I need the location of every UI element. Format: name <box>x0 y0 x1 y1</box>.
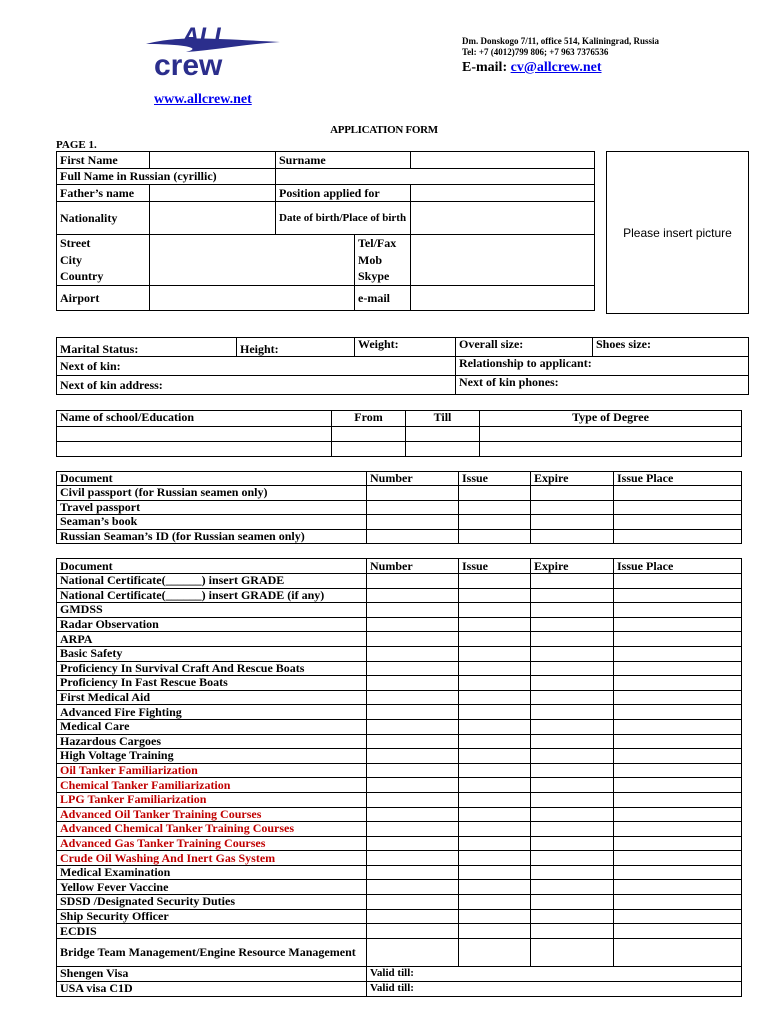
email-link[interactable]: cv@allcrew.net <box>510 60 602 75</box>
education-cell <box>480 442 742 457</box>
certificate-cell <box>614 792 742 807</box>
certificate-name: Ship Security Officer <box>57 909 367 924</box>
certificate-cell <box>367 792 459 807</box>
certificate-cell <box>459 734 531 749</box>
dob-field <box>411 202 595 235</box>
certificate-cell <box>531 588 614 603</box>
education-cell <box>406 427 480 442</box>
visa-row <box>57 981 742 996</box>
certificate-cell <box>614 749 742 764</box>
company-email-line <box>462 60 602 76</box>
certificate-cell <box>531 676 614 691</box>
certificate-cell <box>531 895 614 910</box>
tel-fax-field <box>411 235 595 252</box>
document-cell <box>531 529 614 544</box>
certificate-name: GMDSS <box>57 603 367 618</box>
certificate-cell <box>614 822 742 837</box>
documents-row <box>57 500 742 515</box>
certificate-name: Proficiency In Survival Craft And Rescue Boats <box>57 661 367 676</box>
documents-row <box>57 515 742 530</box>
certificate-name: Proficiency In Fast Rescue Boats <box>57 676 367 691</box>
website-link[interactable]: www.allcrew.net <box>154 92 252 107</box>
kin-table <box>56 337 749 395</box>
personal-info-table <box>56 151 595 311</box>
certificate-cell <box>367 676 459 691</box>
documents-row <box>57 529 742 544</box>
certificate-name: National Certificate(______) insert GRADE <box>57 574 367 589</box>
certificate-cell <box>614 574 742 589</box>
certificate-row <box>57 632 742 647</box>
certificate-cell <box>459 588 531 603</box>
certificate-row <box>57 676 742 691</box>
certificate-cell <box>531 734 614 749</box>
fathers-name-field <box>150 185 276 202</box>
certificate-cell <box>367 938 459 966</box>
certificate-name: National Certificate(______) insert GRADE (if any) <box>57 588 367 603</box>
documents-header-document: Document <box>57 472 367 486</box>
certificate-name: ECDIS <box>57 924 367 939</box>
height-label: Height: <box>237 338 355 357</box>
certificate-name: ARPA <box>57 632 367 647</box>
certificate-name: Hazardous Cargoes <box>57 734 367 749</box>
certificate-name: Oil Tanker Familiarization <box>57 763 367 778</box>
certificate-cell <box>614 880 742 895</box>
certificate-cell <box>367 807 459 822</box>
certificate-cell <box>367 836 459 851</box>
certificate-name: Advanced Gas Tanker Training Courses <box>57 836 367 851</box>
certificate-row <box>57 836 742 851</box>
mob-label: Mob <box>355 252 411 269</box>
certificate-name: Medical Care <box>57 719 367 734</box>
certificate-row <box>57 822 742 837</box>
full-name-cyrillic-field <box>276 169 595 185</box>
certificate-row <box>57 807 742 822</box>
document-cell <box>531 486 614 501</box>
certificate-row <box>57 617 742 632</box>
certificate-row <box>57 865 742 880</box>
education-header-school: Name of school/Education <box>57 411 332 427</box>
visa-name: USA visa C1D <box>57 981 367 996</box>
certificate-cell <box>459 763 531 778</box>
fathers-name-label: Father’s name <box>57 185 150 202</box>
certificate-cell <box>459 690 531 705</box>
certificate-name: First Medical Aid <box>57 690 367 705</box>
certificate-cell <box>459 924 531 939</box>
certificates-table <box>56 558 742 997</box>
certificate-cell <box>531 924 614 939</box>
education-cell <box>57 442 332 457</box>
certificate-row <box>57 705 742 720</box>
certificate-cell <box>367 822 459 837</box>
airport-label: Airport <box>57 286 150 311</box>
certificate-cell <box>459 646 531 661</box>
education-cell <box>332 427 406 442</box>
certificate-cell <box>531 646 614 661</box>
certificate-row <box>57 924 742 939</box>
email-field <box>411 286 595 311</box>
certificate-cell <box>531 632 614 647</box>
education-cell <box>57 427 332 442</box>
documents-row <box>57 486 742 501</box>
certificate-cell <box>367 603 459 618</box>
certificate-cell <box>614 938 742 966</box>
certificate-row <box>57 661 742 676</box>
certificate-cell <box>614 734 742 749</box>
certificate-cell <box>459 909 531 924</box>
certificate-cell <box>459 676 531 691</box>
certificate-cell <box>614 646 742 661</box>
certificate-row <box>57 690 742 705</box>
logo-text-bottom: crew <box>154 49 223 82</box>
certificates-header-document: Document <box>57 559 367 574</box>
document-name: Seaman’s book <box>57 515 367 530</box>
document-cell <box>459 515 531 530</box>
certificate-cell <box>459 807 531 822</box>
company-phones: Tel: +7 (4012)799 806; +7 963 7376536 <box>462 47 609 57</box>
next-of-kin-address-label: Next of kin address: <box>57 376 456 395</box>
certificate-row <box>57 909 742 924</box>
marital-status-label: Marital Status: <box>57 338 237 357</box>
certificate-cell <box>614 778 742 793</box>
certificate-row <box>57 778 742 793</box>
certificate-cell <box>367 763 459 778</box>
certificates-header-issue-place: Issue Place <box>614 559 742 574</box>
certificate-cell <box>459 938 531 966</box>
certificate-cell <box>367 632 459 647</box>
dob-label: Date of birth/Place of birth <box>276 202 411 235</box>
certificate-name: Advanced Fire Fighting <box>57 705 367 720</box>
certificate-cell <box>367 924 459 939</box>
street-label: Street <box>57 235 150 252</box>
education-cell <box>480 427 742 442</box>
surname-label: Surname <box>276 152 411 169</box>
education-header-till: Till <box>406 411 480 427</box>
education-header-from: From <box>332 411 406 427</box>
certificate-cell <box>459 632 531 647</box>
document-cell <box>531 515 614 530</box>
company-contacts <box>462 36 659 58</box>
skype-label: Skype <box>355 269 411 286</box>
certificate-cell <box>531 822 614 837</box>
certificate-cell <box>531 603 614 618</box>
certificate-cell <box>614 895 742 910</box>
shoes-size-label: Shoes size: <box>593 338 749 357</box>
certificate-cell <box>459 851 531 866</box>
certificate-cell <box>367 909 459 924</box>
certificate-cell <box>614 676 742 691</box>
certificate-cell <box>614 836 742 851</box>
certificate-cell <box>531 763 614 778</box>
certificate-cell <box>614 705 742 720</box>
certificate-row <box>57 749 742 764</box>
certificate-cell <box>459 865 531 880</box>
certificate-cell <box>531 690 614 705</box>
certificate-row <box>57 574 742 589</box>
document-cell <box>531 500 614 515</box>
city-label: City <box>57 252 150 269</box>
surname-field <box>411 152 595 169</box>
certificate-cell <box>614 632 742 647</box>
certificate-cell <box>614 588 742 603</box>
certificate-cell <box>614 719 742 734</box>
certificate-cell <box>531 617 614 632</box>
document-name: Russian Seaman’s ID (for Russian seamen only) <box>57 529 367 544</box>
certificate-cell <box>614 865 742 880</box>
visa-valid-till: Valid till: <box>367 981 742 996</box>
country-label: Country <box>57 269 150 286</box>
certificate-cell <box>531 749 614 764</box>
certificate-cell <box>614 807 742 822</box>
certificate-cell <box>614 909 742 924</box>
relationship-label: Relationship to applicant: <box>456 357 749 376</box>
tel-fax-label: Tel/Fax <box>355 235 411 252</box>
certificate-row <box>57 603 742 618</box>
education-cell <box>406 442 480 457</box>
certificate-cell <box>531 880 614 895</box>
certificate-row <box>57 792 742 807</box>
certificate-row <box>57 734 742 749</box>
certificate-cell <box>614 690 742 705</box>
document-cell <box>459 500 531 515</box>
document-name: Civil passport (for Russian seamen only) <box>57 486 367 501</box>
certificate-cell <box>459 617 531 632</box>
certificate-cell <box>531 574 614 589</box>
document-name: Travel passport <box>57 500 367 515</box>
document-cell <box>367 529 459 544</box>
logo-swoosh-icon <box>146 22 286 82</box>
education-cell <box>332 442 406 457</box>
position-field <box>411 185 595 202</box>
document-cell <box>459 529 531 544</box>
certificates-header-issue: Issue <box>459 559 531 574</box>
weight-label: Weight: <box>355 338 456 357</box>
certificate-cell <box>459 895 531 910</box>
certificate-name: Basic Safety <box>57 646 367 661</box>
certificate-name: Radar Observation <box>57 617 367 632</box>
address-field <box>150 235 355 286</box>
certificate-cell <box>367 617 459 632</box>
certificate-cell <box>367 719 459 734</box>
certificate-cell <box>459 792 531 807</box>
certificate-cell <box>531 705 614 720</box>
certificate-cell <box>531 938 614 966</box>
certificate-cell <box>367 646 459 661</box>
certificate-name: Advanced Oil Tanker Training Courses <box>57 807 367 822</box>
skype-field <box>411 269 595 286</box>
certificate-cell <box>459 719 531 734</box>
certificate-cell <box>367 734 459 749</box>
certificate-cell <box>459 836 531 851</box>
certificate-cell <box>459 705 531 720</box>
certificate-cell <box>614 603 742 618</box>
document-cell <box>367 486 459 501</box>
certificate-cell <box>531 807 614 822</box>
certificate-row <box>57 588 742 603</box>
certificates-header-number: Number <box>367 559 459 574</box>
certificate-row <box>57 763 742 778</box>
certificate-cell <box>367 574 459 589</box>
document-cell <box>459 486 531 501</box>
certificate-cell <box>531 661 614 676</box>
email-label: E-mail: <box>462 60 511 75</box>
certificate-cell <box>459 822 531 837</box>
company-logo <box>146 22 286 82</box>
certificate-name: Advanced Chemical Tanker Training Courses <box>57 822 367 837</box>
certificate-cell <box>531 865 614 880</box>
certificate-cell <box>367 895 459 910</box>
certificate-row <box>57 646 742 661</box>
position-label: Position applied for <box>276 185 411 202</box>
certificate-cell <box>614 617 742 632</box>
picture-placeholder: Please insert picture <box>606 151 749 314</box>
certificate-name: Chemical Tanker Familiarization <box>57 778 367 793</box>
certificate-cell <box>459 880 531 895</box>
logo-text-top: ALL <box>182 23 229 50</box>
mob-field <box>411 252 595 269</box>
document-cell <box>367 500 459 515</box>
document-cell <box>614 515 742 530</box>
next-of-kin-phones-label: Next of kin phones: <box>456 376 749 395</box>
visa-name: Shengen Visa <box>57 966 367 981</box>
certificate-cell <box>531 778 614 793</box>
full-name-cyrillic-label: Full Name in Russian (cyrillic) <box>57 169 276 185</box>
certificate-name: Crude Oil Washing And Inert Gas System <box>57 851 367 866</box>
certificate-cell <box>531 909 614 924</box>
certificate-row <box>57 719 742 734</box>
certificate-cell <box>367 880 459 895</box>
certificate-name: High Voltage Training <box>57 749 367 764</box>
overall-size-label: Overall size: <box>456 338 593 357</box>
certificate-name: SDSD /Designated Security Duties <box>57 895 367 910</box>
document-cell <box>614 529 742 544</box>
certificate-cell <box>367 865 459 880</box>
certificate-cell <box>614 924 742 939</box>
certificate-row <box>57 895 742 910</box>
certificate-cell <box>614 763 742 778</box>
certificate-cell <box>614 661 742 676</box>
email-field-label: e-mail <box>355 286 411 311</box>
certificate-cell <box>367 778 459 793</box>
airport-field <box>150 286 355 311</box>
document-cell <box>614 486 742 501</box>
certificate-name: LPG Tanker Familiarization <box>57 792 367 807</box>
first-name-label: First Name <box>57 152 150 169</box>
documents-header-issue-place: Issue Place <box>614 472 742 486</box>
certificate-cell <box>367 661 459 676</box>
certificate-cell <box>459 749 531 764</box>
visa-row <box>57 966 742 981</box>
certificate-cell <box>367 851 459 866</box>
visa-valid-till: Valid till: <box>367 966 742 981</box>
certificate-cell <box>531 851 614 866</box>
nationality-label: Nationality <box>57 202 150 235</box>
certificate-cell <box>531 836 614 851</box>
form-title: APPLICATION FORM <box>330 124 438 136</box>
certificate-cell <box>367 705 459 720</box>
first-name-field <box>150 152 276 169</box>
certificate-row <box>57 880 742 895</box>
certificate-cell <box>459 603 531 618</box>
documents-header-expire: Expire <box>531 472 614 486</box>
certificate-name: Bridge Team Management/Engine Resource Management <box>57 938 367 966</box>
document-cell <box>367 515 459 530</box>
certificate-cell <box>367 749 459 764</box>
certificate-cell <box>459 574 531 589</box>
certificate-cell <box>367 690 459 705</box>
certificate-cell <box>367 588 459 603</box>
certificates-header-expire: Expire <box>531 559 614 574</box>
certificate-cell <box>614 851 742 866</box>
nationality-field <box>150 202 276 235</box>
certificate-row <box>57 851 742 866</box>
certificate-cell <box>531 719 614 734</box>
company-address: Dm. Donskogo 7/11, office 514, Kaliningrad, Russia <box>462 36 660 46</box>
certificate-name: Yellow Fever Vaccine <box>57 880 367 895</box>
certificate-cell <box>459 778 531 793</box>
education-table <box>56 410 742 457</box>
next-of-kin-label: Next of kin: <box>57 357 456 376</box>
certificate-cell <box>531 792 614 807</box>
certificate-name: Medical Examination <box>57 865 367 880</box>
education-header-degree: Type of Degree <box>480 411 742 427</box>
certificate-row <box>57 938 742 966</box>
page-label: PAGE 1. <box>56 139 97 151</box>
documents-table <box>56 471 742 544</box>
document-cell <box>614 500 742 515</box>
documents-header-issue: Issue <box>459 472 531 486</box>
certificate-cell <box>459 661 531 676</box>
documents-header-number: Number <box>367 472 459 486</box>
